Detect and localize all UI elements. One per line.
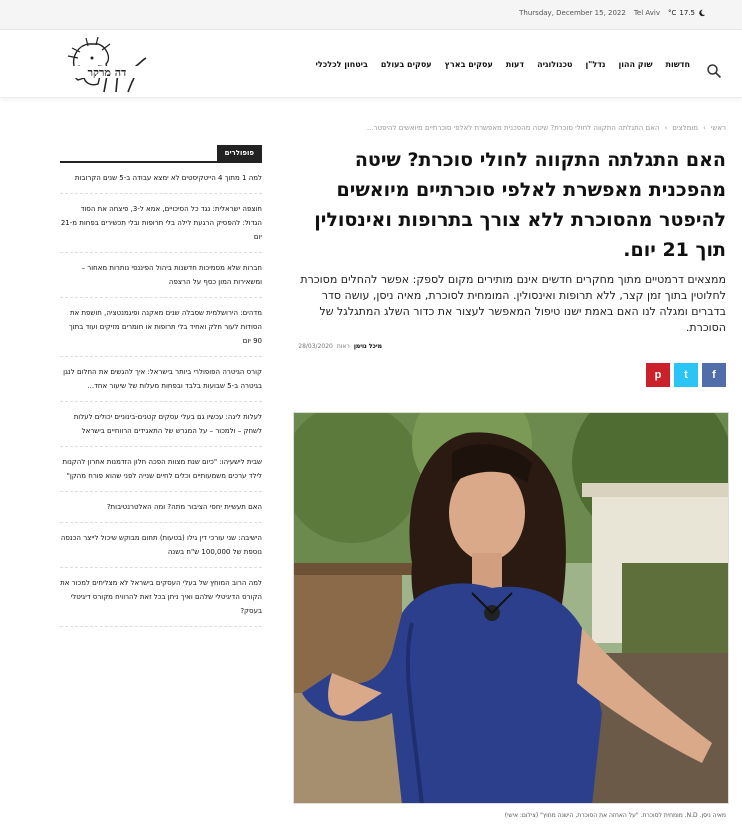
nav-item-opinions[interactable]: דעות bbox=[505, 60, 525, 69]
topbar-info bbox=[519, 9, 706, 17]
weather-widget bbox=[668, 9, 706, 17]
sidebar-article-link[interactable]: למה 1 מתוך 4 הייטקיסטים לא ימצא עבודה ב-5 שנים הקרובות bbox=[60, 163, 262, 194]
nav-item-technology[interactable]: טכנולוגיה bbox=[537, 60, 573, 69]
current-date: Thursday, December 15, 2022 bbox=[519, 9, 626, 17]
sidebar-article-link[interactable]: שבית לישעיהו: "כיום שנת מצוות הפכה חלון הזדמנות אחרון להקנות לילד ערכים משמעותיים וכלים לחיים שנייה לפני שהוא פורח מהקן" bbox=[60, 447, 262, 492]
temperature-value: 17.5 bbox=[679, 9, 695, 17]
breadcrumb-separator: › bbox=[664, 124, 668, 132]
author-name[interactable]: מיכל נוימן bbox=[353, 343, 382, 350]
publish-date: 28/03/2020 bbox=[298, 343, 333, 350]
breadcrumb-home[interactable]: ראשי bbox=[710, 124, 726, 132]
sidebar-article-link[interactable]: הישיבה: שני עורכי דין גילו (בטעות) תחום מבוקש שיכול לייצר הכנסה נוספת של 100,000 ש"ח בשנה bbox=[60, 523, 262, 568]
svg-text:דה מרקר: דה מרקר bbox=[87, 66, 127, 79]
nav-item-world-business[interactable]: עסקים בעולם bbox=[380, 60, 432, 69]
sidebar-article-link[interactable]: חברות שלא מסמיכות חדשנות ביהול הפיננסי נותרות מאחור – ומשאירות המון כסף על הרצפה bbox=[60, 253, 262, 298]
sidebar-header bbox=[60, 145, 262, 163]
breadcrumb-current: האם התגלתה התקווה לחולי סוכרת? שיטה מהפכנית מאפשרת לאלפי סוכרתיים מיואשים להיפטר... bbox=[366, 124, 660, 132]
nav-item-capital-market[interactable]: שוק ההון bbox=[618, 60, 653, 69]
main-nav bbox=[316, 60, 690, 69]
breadcrumb-section[interactable]: מומלצים bbox=[672, 124, 699, 132]
sidebar-article-link[interactable]: מדהים: הירושלמית שסבלה שנים מאקנה ופיגמנטציה, חושפת את הסודות לעור חלק ואחיד בלי תרופות או חומרים מזיקים ועוד בתוך 90 יום bbox=[60, 298, 262, 357]
date-label: ראות bbox=[336, 343, 350, 350]
article-lead: ממצאים דרמטיים מתוך מחקרים חדשים אינם מותירים מקום לספק: אפשר להחלים מסוכרת לחלוטין בתוך זמן קצר, ללא תרופות ואינסולין. המומחית לסוכרת, מאיה ניסן, עושה סדר בדברים ומגלה לנו האם באמת ישנו טיפול המאפשר לעצור את כדור השלג המתגלגל של הסוכרת. bbox=[300, 273, 726, 334]
pinterest-share-button[interactable] bbox=[646, 363, 670, 387]
sidebar-article-link[interactable]: קורס הגיטרה הפופולרי ביותר בישראל: איך להגשים את החלום לנגן בגיטרה ב-5 שבועות בלבד ובפחות מעלות של שיעור אחד... bbox=[60, 357, 262, 402]
sidebar-article-link[interactable]: האם תעשיית יחסי הציבור מתה? ומה האלטרנטיבות? bbox=[60, 492, 262, 523]
facebook-icon: f bbox=[712, 369, 716, 381]
site-logo[interactable] bbox=[58, 36, 154, 94]
nav-item-real-estate[interactable]: נדל"ן bbox=[585, 60, 606, 69]
moon-icon bbox=[698, 9, 706, 17]
twitter-share-button[interactable] bbox=[674, 363, 698, 387]
twitter-icon: t bbox=[684, 369, 688, 381]
site-header bbox=[0, 30, 742, 98]
breadcrumb-separator: › bbox=[703, 124, 706, 132]
breadcrumb bbox=[367, 124, 726, 132]
nav-item-news[interactable]: חדשות bbox=[665, 60, 690, 69]
article-photo bbox=[293, 412, 729, 804]
search-icon[interactable] bbox=[706, 63, 722, 79]
sidebar-title: פופולרים bbox=[217, 145, 262, 161]
nav-item-local-business[interactable]: עסקים בארץ bbox=[444, 60, 493, 69]
sidebar-article-link[interactable]: חוצפה ישראלית: נגד כל הסיכויים, אמא ל-3, פיצחה את הסוד הגדול: להפסיק הרגעת לילה בלי תרופות ובלי תכשירים בפחות מ-21 יום bbox=[60, 194, 262, 253]
lion-logo-icon bbox=[58, 36, 154, 94]
popular-sidebar bbox=[60, 145, 262, 627]
sidebar-article-link[interactable]: לעלות ליגה: עכשיו גם בעלי עסקים קטנים-בינוניים יכולים לעלות לשחק – ולמכור – על המגרש של התאגידים הרווחיים בישראל bbox=[60, 402, 262, 447]
article-title: האם התגלתה התקווה לחולי סוכרת? שיטה מהפכנית מאפשרת לאלפי סוכרתיים מיואשים להיפטר מהסוכרת ללא צורך בתרופות ואינסולין תוך 21 יום. bbox=[314, 149, 726, 261]
article-meta bbox=[298, 343, 382, 350]
facebook-share-button[interactable] bbox=[702, 363, 726, 387]
city-label: Tel Aviv bbox=[633, 9, 661, 17]
sidebar-article-link[interactable]: למה הרוב המוחץ של בעלי העסקים בישראל לא מצליחים למכור את הקורס הדיגיטלי שלהם ואיך ניתן בכל זאת להרוויח מקורס דיגיטלי בעסק? bbox=[60, 568, 262, 627]
degree-symbol: °C bbox=[668, 9, 677, 17]
portrait-photo bbox=[293, 413, 728, 804]
nav-item-security-economy[interactable]: ביטחון לכלכלי bbox=[315, 60, 368, 69]
top-bar bbox=[0, 0, 742, 30]
pinterest-icon: p bbox=[654, 369, 662, 381]
photo-caption: מאיה ניסן. N.D. מומחית לסוכרת. "על האחזה את הסוכרת, הישנה מחוץ" (צילום: אישי) bbox=[504, 812, 726, 819]
share-buttons bbox=[646, 363, 726, 387]
